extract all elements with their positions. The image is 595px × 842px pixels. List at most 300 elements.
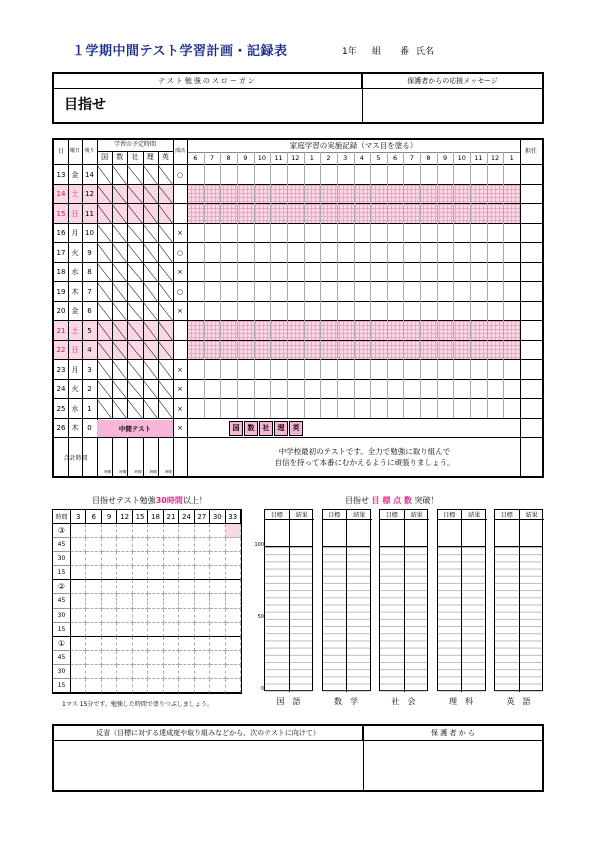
hours-cell[interactable] — [226, 665, 241, 679]
reflection-label: 反省（目標に対する達成度や取り組みなどから、次のテストに向けて） — [96, 729, 320, 737]
score-goal-title: 目指せ 目 標 点 数 突破！ — [345, 496, 439, 505]
hours-row-0: ③ — [53, 524, 71, 538]
head-hour-7: 1 — [309, 153, 314, 162]
result-input[interactable] — [347, 520, 372, 546]
plan-cell[interactable] — [143, 380, 158, 400]
hours-cell[interactable] — [86, 665, 101, 679]
hours-cell[interactable] — [226, 566, 241, 580]
hours-cell[interactable] — [71, 524, 86, 538]
subject-label-1: 数 学 — [334, 696, 358, 706]
row-club: × — [177, 229, 183, 238]
plan-cell[interactable] — [127, 282, 142, 302]
plan-cell[interactable] — [112, 224, 127, 244]
row-remain: 12 — [85, 190, 94, 199]
hours-cell[interactable] — [102, 524, 117, 538]
total-unit[interactable]: 時間 — [119, 470, 127, 474]
plan-cell[interactable] — [112, 165, 127, 185]
head-hour-9: 3 — [343, 153, 348, 162]
row-club: × — [177, 385, 183, 394]
hours-cell[interactable] — [148, 594, 163, 608]
head-hour-5: 11 — [274, 153, 283, 162]
plan-cell[interactable] — [143, 185, 158, 205]
plan-cell[interactable] — [143, 243, 158, 263]
hours-cell[interactable] — [71, 665, 86, 679]
plan-cell[interactable] — [143, 224, 158, 244]
result-label: 結果 — [290, 510, 315, 520]
hours-cell[interactable] — [226, 552, 241, 566]
head-hour-2: 8 — [226, 153, 231, 162]
hours-cell[interactable] — [179, 665, 194, 679]
plan-cell[interactable] — [97, 263, 112, 283]
plan-cell[interactable] — [127, 360, 142, 380]
result-input[interactable] — [405, 520, 430, 546]
plan-cell[interactable] — [112, 360, 127, 380]
hours-cell[interactable] — [226, 637, 241, 651]
hours-cell[interactable] — [133, 665, 148, 679]
hours-cell[interactable] — [71, 552, 86, 566]
head-hour-14: 8 — [426, 153, 431, 162]
hours-cell[interactable] — [117, 580, 132, 594]
hours-cell[interactable] — [117, 538, 132, 552]
row-remain: 1 — [87, 404, 92, 413]
hours-cell[interactable] — [117, 637, 132, 651]
hours-cell[interactable] — [102, 623, 117, 637]
hours-cell[interactable] — [102, 637, 117, 651]
hours-cell[interactable] — [164, 623, 179, 637]
row-club: ○ — [176, 287, 184, 296]
head-hour-13: 7 — [409, 153, 414, 162]
plan-cell[interactable] — [143, 263, 158, 283]
plan-cell[interactable] — [158, 243, 173, 263]
plan-cell[interactable] — [97, 224, 112, 244]
exam-subject-0: 国 — [229, 421, 243, 437]
hours-cell[interactable] — [164, 609, 179, 623]
plan-cell[interactable] — [112, 185, 127, 205]
head-hour-10: 4 — [359, 153, 364, 162]
hours-cell[interactable] — [71, 637, 86, 651]
plan-cell[interactable] — [112, 204, 127, 224]
head-record: 家庭学習の実施記録（マス目を塗る） — [289, 141, 418, 151]
reflection-input[interactable] — [58, 744, 358, 788]
hours-cell[interactable] — [210, 665, 225, 679]
result-label: 結果 — [405, 510, 430, 520]
hours-cell[interactable] — [210, 552, 225, 566]
hours-cell[interactable] — [102, 552, 117, 566]
plan-cell[interactable] — [158, 321, 173, 341]
head-subject-1: 数 — [116, 152, 124, 161]
head-hour-16: 10 — [457, 153, 466, 162]
plan-cell[interactable] — [112, 321, 127, 341]
head-hour-12: 6 — [393, 153, 398, 162]
row-club — [173, 204, 187, 224]
hours-cell[interactable] — [195, 594, 210, 608]
plan-cell[interactable] — [97, 360, 112, 380]
exam-subject-1: 数 — [244, 421, 258, 437]
hours-cell[interactable] — [226, 594, 241, 608]
class-label: 組 — [372, 47, 382, 57]
hours-cell[interactable] — [195, 609, 210, 623]
parent-comment-header — [364, 726, 542, 741]
plan-cell[interactable] — [97, 282, 112, 302]
goal-input[interactable] — [495, 520, 520, 546]
hours-cell[interactable] — [226, 538, 241, 552]
plan-cell[interactable] — [143, 341, 158, 361]
row-weekday: 木 — [71, 287, 79, 296]
hours-cell[interactable] — [195, 566, 210, 580]
hours-cell[interactable] — [117, 679, 132, 693]
hours-cell[interactable] — [71, 566, 86, 580]
row-club: × — [177, 307, 183, 316]
head-hour-4: 10 — [257, 153, 267, 162]
hours-cell[interactable] — [148, 580, 163, 594]
hours-cell[interactable] — [226, 679, 241, 693]
plan-cell[interactable] — [97, 204, 112, 224]
plan-cell[interactable] — [97, 185, 112, 205]
plan-cell[interactable] — [112, 263, 127, 283]
hours-cell[interactable] — [179, 580, 194, 594]
plan-cell[interactable] — [143, 282, 158, 302]
score-divider — [404, 546, 405, 692]
row-weekday: 木 — [71, 424, 79, 433]
hours-cell[interactable] — [86, 637, 101, 651]
hours-cell[interactable] — [195, 552, 210, 566]
hours-cell[interactable] — [102, 538, 117, 552]
hours-cell[interactable] — [133, 552, 148, 566]
hours-cell[interactable] — [164, 538, 179, 552]
plan-cell[interactable] — [127, 204, 142, 224]
plan-cell[interactable] — [158, 165, 173, 185]
hours-cell[interactable] — [179, 679, 194, 693]
hours-cell[interactable] — [179, 566, 194, 580]
hours-cell[interactable] — [226, 580, 241, 594]
goal-input[interactable] — [265, 520, 290, 546]
hours-cell[interactable] — [71, 538, 86, 552]
plan-cell[interactable] — [127, 263, 142, 283]
plan-cell[interactable] — [158, 302, 173, 322]
hours-cell[interactable] — [102, 594, 117, 608]
head-hour-15: 9 — [443, 153, 448, 162]
hours-cell[interactable] — [148, 651, 163, 665]
hours-cell[interactable] — [179, 524, 194, 538]
goal-label: 目標 — [438, 510, 463, 520]
goal-input[interactable] — [380, 520, 405, 546]
row-day: 18 — [56, 268, 66, 277]
hours-cell[interactable] — [86, 552, 101, 566]
hours-cell[interactable] — [71, 580, 86, 594]
hours-cell[interactable] — [195, 665, 210, 679]
hours-cell[interactable] — [164, 679, 179, 693]
hours-row-10: 30 — [53, 665, 71, 679]
hours-cell[interactable] — [86, 679, 101, 693]
hours-cell[interactable] — [117, 552, 132, 566]
total-unit[interactable]: 時間 — [134, 470, 142, 474]
row-club — [173, 341, 187, 361]
plan-cell[interactable] — [97, 243, 112, 263]
slogan-value[interactable]: 目指せ — [64, 97, 106, 113]
hours-cell[interactable] — [195, 524, 210, 538]
hours-cell[interactable] — [164, 580, 179, 594]
plan-cell[interactable] — [143, 165, 158, 185]
subject-label-3: 理 科 — [449, 696, 473, 706]
hours-cell[interactable] — [133, 609, 148, 623]
head-hour-6: 12 — [291, 153, 300, 162]
hours-cell[interactable] — [179, 609, 194, 623]
hours-col-1: 3 — [71, 510, 86, 524]
hours-cell[interactable] — [133, 566, 148, 580]
hours-cell[interactable] — [195, 538, 210, 552]
hours-cell[interactable] — [210, 580, 225, 594]
hours-col-7: 21 — [164, 510, 179, 524]
hours-cell[interactable] — [148, 552, 163, 566]
hours-cell[interactable] — [86, 609, 101, 623]
hours-cell[interactable] — [164, 665, 179, 679]
hours-cell[interactable] — [164, 524, 179, 538]
hours-cell[interactable] — [117, 524, 132, 538]
hours-cell[interactable] — [210, 679, 225, 693]
goal-label: 目標 — [495, 510, 520, 520]
plan-cell[interactable] — [158, 399, 173, 419]
hours-cell[interactable] — [210, 566, 225, 580]
plan-cell[interactable] — [97, 165, 112, 185]
result-input[interactable] — [520, 520, 545, 546]
grade-label: 1年 — [342, 47, 357, 57]
plan-cell[interactable] — [112, 341, 127, 361]
total-label: 合計時間 — [63, 454, 88, 462]
plan-cell[interactable] — [97, 321, 112, 341]
hours-cell[interactable] — [102, 580, 117, 594]
hours-cell[interactable] — [71, 623, 86, 637]
hours-cell[interactable] — [102, 665, 117, 679]
plan-cell[interactable] — [158, 380, 173, 400]
plan-cell[interactable] — [143, 204, 158, 224]
hours-footnote: 1マス 15分です。勉強した時間で塗りつぶしましょう。 — [62, 701, 213, 708]
hours-cell[interactable] — [179, 651, 194, 665]
row-remain: 14 — [85, 170, 94, 179]
plan-cell[interactable] — [158, 224, 173, 244]
score-tick-1: 50 — [257, 614, 264, 620]
row-club: × — [177, 365, 183, 374]
row-weekday: 月 — [71, 229, 79, 238]
hours-cell[interactable] — [71, 679, 86, 693]
hours-cell[interactable] — [86, 651, 101, 665]
hours-cell[interactable] — [102, 609, 117, 623]
hours-cell[interactable] — [164, 594, 179, 608]
hours-cell[interactable] — [210, 538, 225, 552]
hours-cell[interactable] — [179, 552, 194, 566]
plan-cell[interactable] — [97, 399, 112, 419]
plan-cell[interactable] — [158, 282, 173, 302]
hours-cell[interactable] — [148, 609, 163, 623]
row-club: ○ — [176, 170, 184, 179]
row-club: × — [177, 404, 183, 413]
head-subject-3: 理 — [146, 152, 154, 161]
hours-cell[interactable] — [210, 637, 225, 651]
hours-cell[interactable] — [133, 637, 148, 651]
row-remain: 5 — [87, 326, 92, 335]
plan-cell[interactable] — [112, 399, 127, 419]
parent-comment-label: 保 護 者 か ら — [431, 729, 475, 737]
hours-cell[interactable] — [164, 651, 179, 665]
hours-cell[interactable] — [71, 609, 86, 623]
hours-cell[interactable] — [148, 637, 163, 651]
hours-cell[interactable] — [210, 651, 225, 665]
row-day: 17 — [56, 248, 66, 257]
row-day: 13 — [56, 170, 66, 179]
hours-cell[interactable] — [117, 566, 132, 580]
hours-cell[interactable] — [226, 524, 241, 538]
goal-label: 目標 — [323, 510, 348, 520]
row-club: × — [177, 424, 183, 433]
plan-cell[interactable] — [158, 360, 173, 380]
plan-cell[interactable] — [143, 321, 158, 341]
plan-cell[interactable] — [158, 341, 173, 361]
hours-cell[interactable] — [133, 651, 148, 665]
hours-cell[interactable] — [210, 609, 225, 623]
total-unit[interactable]: 時間 — [104, 470, 112, 474]
row-remain: 10 — [85, 229, 94, 238]
row-day: 24 — [56, 385, 66, 394]
hours-cell[interactable] — [133, 524, 148, 538]
reflection-section — [52, 724, 544, 792]
plan-cell[interactable] — [127, 380, 142, 400]
hours-cell[interactable] — [117, 651, 132, 665]
parent-comment-input[interactable] — [368, 744, 538, 788]
hours-cell[interactable] — [195, 651, 210, 665]
hours-cell[interactable] — [133, 679, 148, 693]
hours-cell[interactable] — [148, 566, 163, 580]
hours-cell[interactable] — [86, 594, 101, 608]
hours-cell[interactable] — [117, 609, 132, 623]
hours-cell[interactable] — [195, 637, 210, 651]
hours-cell[interactable] — [148, 623, 163, 637]
total-unit[interactable]: 時間 — [164, 470, 172, 474]
plan-cell[interactable] — [158, 204, 173, 224]
plan-cell[interactable] — [127, 399, 142, 419]
hours-cell[interactable] — [195, 623, 210, 637]
score-divider — [346, 546, 347, 692]
hours-cell[interactable] — [226, 651, 241, 665]
row-day: 25 — [56, 404, 66, 413]
hours-cell[interactable] — [86, 566, 101, 580]
score-tick-2: 0 — [260, 686, 264, 692]
hours-col-2: 6 — [86, 510, 101, 524]
plan-cell[interactable] — [127, 224, 142, 244]
hours-goal-title: 目指せテスト勉強30時間以上！ — [92, 496, 207, 505]
hours-grid[interactable] — [52, 509, 242, 694]
hours-cell[interactable] — [195, 580, 210, 594]
hours-row-3: 15 — [53, 566, 71, 580]
plan-cell[interactable] — [143, 360, 158, 380]
plan-cell[interactable] — [127, 341, 142, 361]
hours-cell[interactable] — [71, 651, 86, 665]
hours-cell[interactable] — [179, 594, 194, 608]
plan-cell[interactable] — [112, 380, 127, 400]
result-input[interactable] — [290, 520, 315, 546]
hours-cell[interactable] — [164, 637, 179, 651]
hours-cell[interactable] — [148, 679, 163, 693]
hours-cell[interactable] — [210, 524, 225, 538]
hours-cell[interactable] — [86, 580, 101, 594]
hours-cell[interactable] — [148, 524, 163, 538]
hours-cell[interactable] — [210, 594, 225, 608]
hours-cell[interactable] — [102, 679, 117, 693]
score-divider — [461, 546, 462, 692]
hours-cell[interactable] — [195, 679, 210, 693]
plan-cell[interactable] — [112, 282, 127, 302]
hours-cell[interactable] — [133, 538, 148, 552]
head-club: 部活 — [174, 148, 185, 155]
plan-cell[interactable] — [127, 302, 142, 322]
hours-cell[interactable] — [133, 580, 148, 594]
hours-cell[interactable] — [86, 623, 101, 637]
hours-cell[interactable] — [102, 566, 117, 580]
row-club: ○ — [176, 248, 184, 257]
hours-cell[interactable] — [164, 566, 179, 580]
hours-cell[interactable] — [86, 538, 101, 552]
hours-cell[interactable] — [71, 594, 86, 608]
head-hour-17: 11 — [474, 153, 483, 162]
score-column-3 — [437, 509, 486, 691]
hours-cell[interactable] — [117, 594, 132, 608]
plan-cell[interactable] — [112, 302, 127, 322]
plan-cell[interactable] — [158, 185, 173, 205]
hours-cell[interactable] — [226, 623, 241, 637]
parent-msg-header — [363, 74, 542, 89]
hours-cell[interactable] — [133, 623, 148, 637]
plan-cell[interactable] — [97, 380, 112, 400]
hours-col-8: 24 — [179, 510, 194, 524]
head-subject-2: 社 — [131, 152, 139, 161]
score-column-1 — [322, 509, 371, 691]
row-remain: 7 — [87, 287, 92, 296]
row-weekday: 土 — [71, 190, 79, 199]
plan-cell[interactable] — [127, 243, 142, 263]
hours-cell[interactable] — [133, 594, 148, 608]
head-hour-1: 7 — [209, 153, 215, 162]
score-tick-0: 100 — [254, 542, 264, 548]
goal-input[interactable] — [438, 520, 463, 546]
plan-cell[interactable] — [158, 263, 173, 283]
hours-cell[interactable] — [164, 552, 179, 566]
hours-cell[interactable] — [86, 524, 101, 538]
hours-row-1: 45 — [53, 538, 71, 552]
hours-cell[interactable] — [179, 623, 194, 637]
hours-cell[interactable] — [179, 538, 194, 552]
total-unit[interactable]: 時間 — [149, 470, 157, 474]
plan-cell[interactable] — [143, 302, 158, 322]
hours-cell[interactable] — [117, 623, 132, 637]
plan-cell[interactable] — [127, 185, 142, 205]
plan-cell[interactable] — [127, 321, 142, 341]
plan-cell[interactable] — [97, 302, 112, 322]
hours-cell[interactable] — [226, 609, 241, 623]
hours-cell[interactable] — [148, 665, 163, 679]
plan-cell[interactable] — [97, 341, 112, 361]
hours-cell[interactable] — [102, 651, 117, 665]
goal-input[interactable] — [323, 520, 348, 546]
head-subject-0: 国 — [101, 152, 109, 161]
row-club — [173, 321, 187, 341]
hours-cell[interactable] — [117, 665, 132, 679]
hours-cell[interactable] — [148, 538, 163, 552]
plan-cell[interactable] — [143, 399, 158, 419]
plan-cell[interactable] — [112, 243, 127, 263]
hours-cell[interactable] — [210, 623, 225, 637]
result-input[interactable] — [462, 520, 487, 546]
head-hour-8: 2 — [326, 153, 331, 162]
plan-cell[interactable] — [127, 165, 142, 185]
hours-cell[interactable] — [179, 637, 194, 651]
